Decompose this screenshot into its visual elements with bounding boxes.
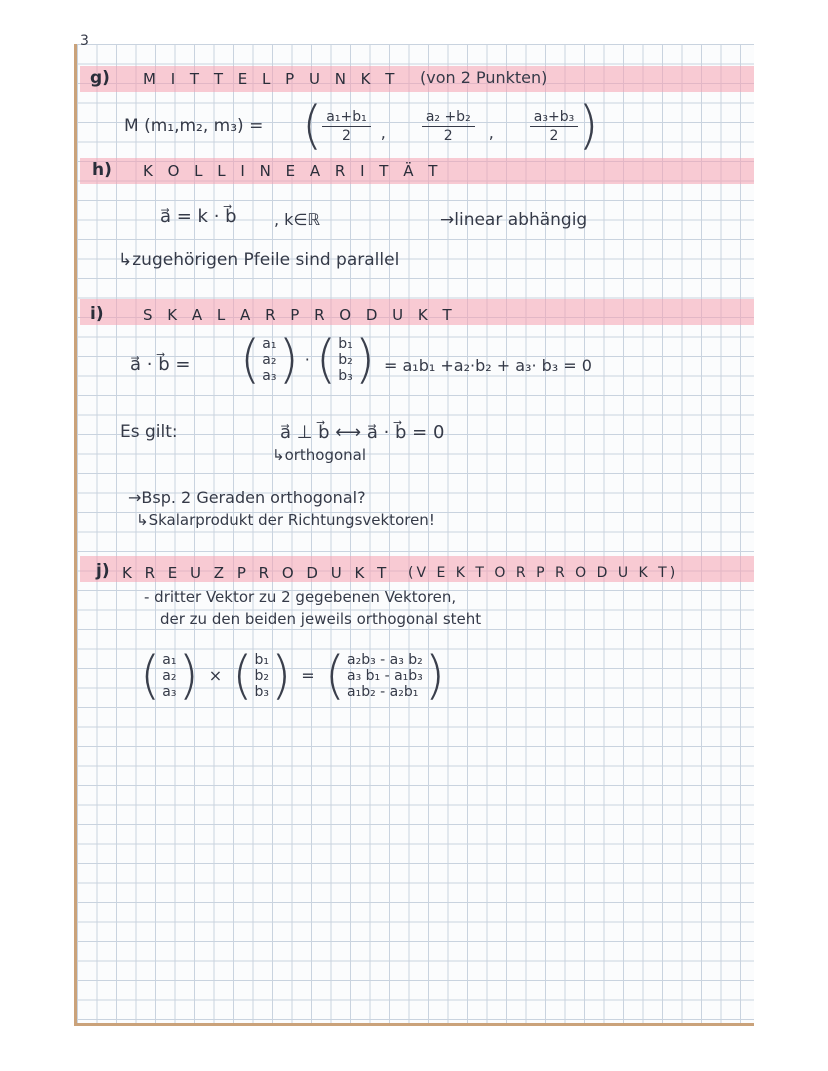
vector-a-2: a₂ [262, 352, 277, 368]
collinear-formula: a⃗ = k · b⃗ [160, 206, 237, 227]
orthogonality-rule: a⃗ ⊥ b⃗ ⟷ a⃗ · b⃗ = 0 [280, 422, 445, 443]
section-j-title: K R E U Z P R O D U K T [122, 564, 391, 582]
right-paren: ) [578, 96, 599, 156]
frac-3-numerator: a₃+b₃ [530, 110, 578, 127]
section-i-title: S K A L A R P R O D U K T [143, 306, 457, 324]
cross-vector-b-1: b₁ [254, 652, 269, 668]
page-number: 3 [80, 33, 89, 49]
midpoint-frac-2 [422, 110, 475, 143]
cross-vector-a-1: a₁ [162, 652, 177, 668]
vector-b-2: b₂ [338, 352, 353, 368]
vector-b-3: b₃ [338, 368, 353, 384]
frac-2-numerator: a₂ +b₂ [422, 110, 475, 127]
section-g-note: (von 2 Punkten) [420, 68, 548, 87]
cross-vector-a-2: a₂ [162, 668, 177, 684]
left-paren: ( [302, 96, 323, 156]
comma: , [380, 123, 386, 142]
cross-vector-b-2: b₂ [254, 668, 269, 684]
vector-a-3: a₃ [262, 368, 277, 384]
vector-a [260, 336, 278, 384]
cross-result-vector [345, 652, 425, 700]
collinear-arrow-note: →linear abhängig [440, 210, 588, 230]
frac-2-denominator: 2 [443, 127, 453, 144]
cross-result-2: a₃ b₁ - a₁b₃ [347, 668, 423, 684]
section-g-label: g) [90, 68, 110, 88]
cross-result-1: a₂b₃ - a₃ b₂ [347, 652, 423, 668]
example-line-2: ↳Skalarprodukt der Richtungsvektoren! [136, 511, 435, 529]
section-i-label: i) [90, 304, 104, 324]
midpoint-vector [302, 96, 599, 156]
frac-1-numerator: a₁+b₁ [322, 110, 370, 127]
collinear-remark: ↳zugehörigen Pfeile sind parallel [118, 250, 400, 270]
cross-vector-a [160, 652, 178, 700]
cross-product-formula: ( a₁ a₂ a₃ ) × ( b₁ b₂ b₃ ) = ( a₂b₃ - a₃ b₂ a₃ b₁ - a₁b₃ a₁b₂ - a₂b₁ ) [140, 646, 446, 706]
section-h-label: h) [92, 160, 112, 180]
section-j-label: j) [96, 561, 110, 581]
section-g-title: M I T T E L P U N K T [143, 70, 400, 88]
rule-prefix: Es gilt: [120, 422, 178, 442]
example-line-1: →Bsp. 2 Geraden orthogonal? [128, 488, 366, 507]
midpoint-frac-1 [322, 110, 370, 143]
midpoint-lhs: M (m₁,m₂, m₃) = [124, 116, 264, 136]
vector-b-1: b₁ [338, 336, 353, 352]
cross-equals-sign: = [301, 666, 315, 685]
cross-result-3: a₁b₂ - a₂b₁ [347, 684, 419, 700]
frac-3-denominator: 2 [549, 127, 559, 144]
grid-paper-sheet [74, 44, 754, 1026]
cross-times-sign: × [208, 666, 223, 685]
cross-vector-a-3: a₃ [162, 684, 177, 700]
cross-desc-line-1: - dritter Vektor zu 2 gegebenen Vektoren, [144, 588, 457, 606]
dot-product-vectors: ( a₁ a₂ a₃ ) · ( b₁ b₂ b₃ ) [240, 330, 375, 390]
section-j-note: (V E K T O R P R O D U K T) [408, 565, 679, 581]
frac-1-denominator: 2 [342, 127, 351, 144]
vector-a-1: a₁ [262, 336, 277, 352]
section-h-title: K O L L I N E A R I T Ä T [143, 162, 443, 180]
dot-product-lhs: a⃗ · b⃗ = [130, 354, 191, 375]
vector-b [336, 336, 355, 384]
dot-product-rhs: = a₁b₁ +a₂·b₂ + a₃· b₃ = 0 [384, 356, 592, 375]
midpoint-frac-3 [530, 110, 578, 143]
orthogonal-note: ↳orthogonal [272, 446, 367, 464]
comma: , [488, 123, 494, 142]
cross-vector-b-3: b₃ [254, 684, 269, 700]
cross-vector-b [253, 652, 272, 700]
cross-desc-line-2: der zu den beiden jeweils orthogonal steht [160, 610, 482, 628]
collinear-condition: , k∈ℝ [274, 210, 321, 229]
